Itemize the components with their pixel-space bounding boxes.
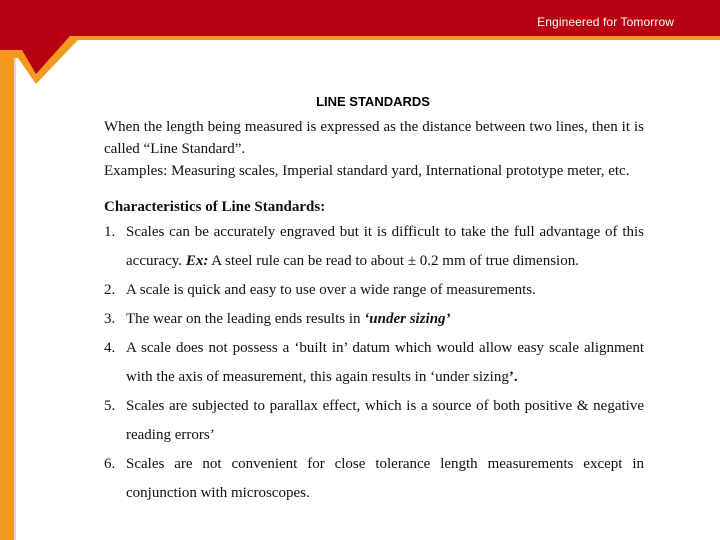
list-item-text: Scales are not convenient for close tolerance length measurements except in xyxy=(126,456,644,472)
left-accent-bar xyxy=(0,0,14,540)
list-item-number: 3. xyxy=(104,311,116,327)
emphasis-text: ‘under sizing’ xyxy=(364,311,451,327)
characteristics-heading: Characteristics of Line Standards: xyxy=(104,199,326,215)
slide-title: LINE STANDARDS xyxy=(316,94,430,109)
left-accent-shadow xyxy=(14,58,16,540)
list-item xyxy=(104,305,644,334)
list-item-number: 2. xyxy=(104,282,116,298)
list-item-number: 4. xyxy=(104,340,116,356)
intro-line-1: When the length being measured is expressed as the distance between two lines, then it is xyxy=(104,119,644,135)
list-item-continuation xyxy=(104,363,644,392)
example-label: Ex: xyxy=(185,253,209,269)
slide-content xyxy=(104,116,644,508)
list-item xyxy=(104,334,644,363)
list-item-text: A steel rule can be read to about ± 0.2 mm of true dimension. xyxy=(208,253,579,269)
list-item-text: Scales are subjected to parallax effect, which is a source of both positive & negative xyxy=(126,398,644,414)
header-tagline: Engineered for Tomorrow xyxy=(537,15,674,29)
list-item xyxy=(104,392,644,421)
list-item xyxy=(104,218,644,247)
list-item-text: A scale is quick and easy to use over a wide range of measurements. xyxy=(126,282,536,298)
list-item-number: 5. xyxy=(104,398,116,414)
list-item-number: 6. xyxy=(104,456,116,472)
list-item-text: A scale does not possess a ‘built in’ datum which would allow easy scale alignment xyxy=(126,340,644,356)
intro-examples: Examples: Measuring scales, Imperial standard yard, International prototype meter, etc. xyxy=(104,163,630,179)
list-item-text: accuracy. xyxy=(126,253,186,269)
intro-line-2: called “Line Standard”. xyxy=(104,141,246,157)
list-item xyxy=(104,276,644,305)
list-item-text: Scales can be accurately engraved but it is difficult to take the full advantage of this xyxy=(126,224,644,240)
list-item-text: with the axis of measurement, this again results in ‘under sizing xyxy=(126,369,509,385)
list-item-text-plain: The wear on the leading ends results in xyxy=(126,311,365,327)
list-item-continuation: reading errors’ xyxy=(126,427,215,443)
list-item-text xyxy=(126,305,644,334)
list-item-continuation: conjunction with microscopes. xyxy=(126,485,310,501)
list-item-continuation xyxy=(104,247,644,276)
list-item-number: 1. xyxy=(104,224,116,240)
list-item xyxy=(104,450,644,479)
emphasis-text: ’. xyxy=(508,369,518,385)
